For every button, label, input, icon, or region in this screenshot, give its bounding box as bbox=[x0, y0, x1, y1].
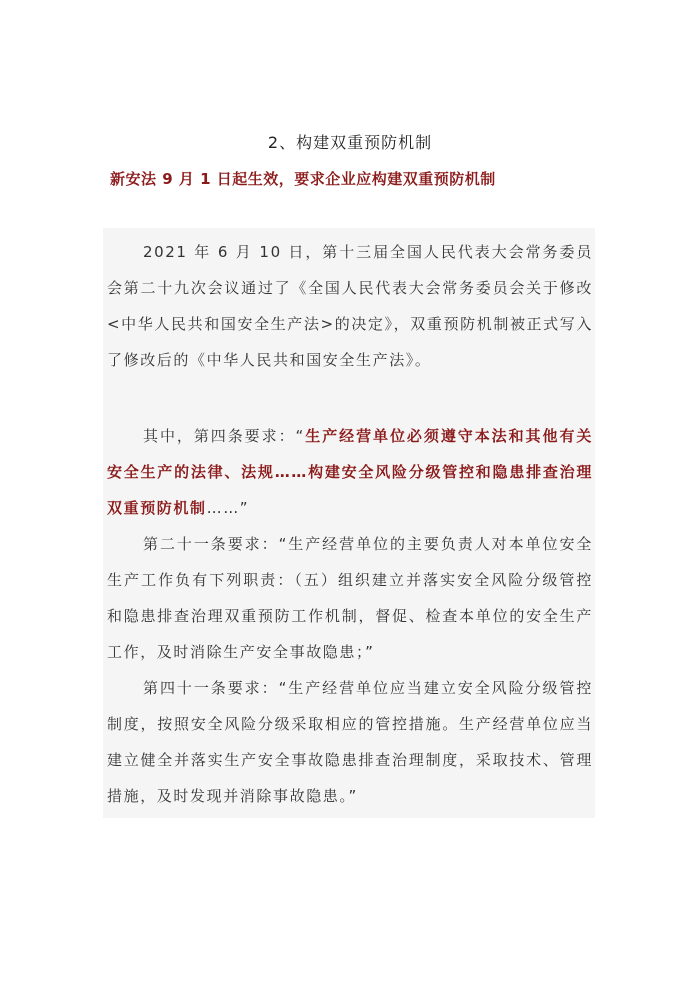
paragraph-4: 第四十一条要求：“生产经营单位应当建立安全风险分级管控制度，按照安全风险分级采取相应的管控措施。生产经营单位应当建立健全并落实生产安全事故隐患排查治理制度，采取技术、管理措施，及时发现并消除事故隐患。” bbox=[107, 679, 593, 805]
paragraph-2 bbox=[103, 418, 595, 526]
paragraph-2-prefix: 其中，第四条要求：“ bbox=[143, 427, 305, 445]
paragraph-1: 2021 年 6 月 10 日，第十三届全国人民代表大会常务委员会第二十九次会议通过了《全国人民代表大会常务委员会关于修改<中华人民共和国安全生产法>的决定》，双重预防机制被正式写入了修改后的《中华人民共和国安全生产法》。 bbox=[107, 243, 593, 369]
section-title: 2、构建双重预防机制 bbox=[267, 133, 433, 152]
paragraph-2-suffix: ……” bbox=[206, 499, 250, 517]
content-box bbox=[103, 228, 595, 818]
headline: 新安法 9 月 1 日起生效，要求企业应构建双重预防机制 bbox=[110, 170, 496, 188]
paragraph-3: 第二十一条要求：“生产经营单位的主要负责人对本单位安全生产工作负有下列职责：（五）组织建立并落实安全风险分级管控和隐患排查治理双重预防工作机制，督促、检查本单位的安全生产工作，及时消除生产安全事故隐患；” bbox=[107, 535, 593, 661]
paragraph-2-highlight: 生产经营单位必须遵守本法和其他有关安全生产的法律、法规……构建安全风险分级管控和隐患排查治理双重预防机制 bbox=[107, 427, 594, 517]
